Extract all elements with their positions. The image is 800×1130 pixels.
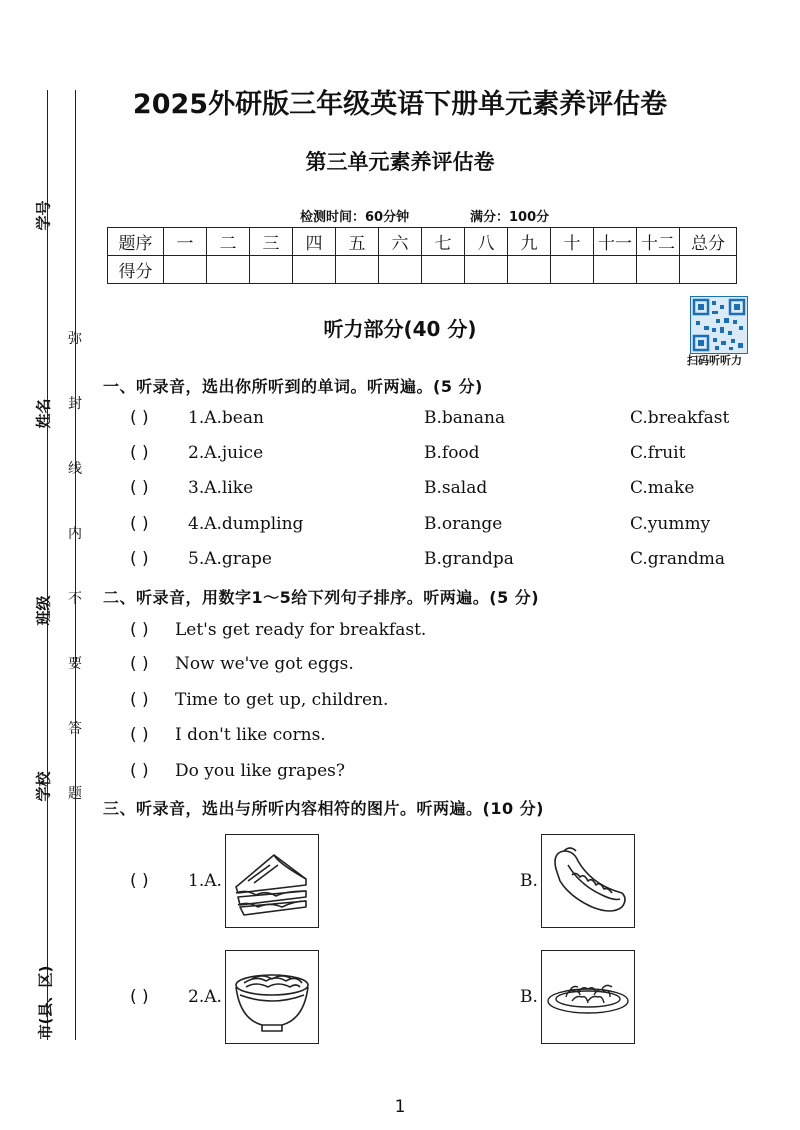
score-table-col: 十二	[637, 228, 680, 256]
option-a-label: 1.A.	[188, 871, 222, 891]
answer-blank[interactable]: ( )	[130, 549, 149, 569]
option-c: C.breakfast	[630, 408, 730, 428]
sentence-text: Do you like grapes?	[175, 761, 346, 781]
option-a: 5.A.grape	[188, 549, 272, 569]
seal-char: 答	[68, 721, 82, 737]
option-a: 4.A.dumpling	[188, 514, 304, 534]
dumplings-icon	[542, 951, 634, 1043]
option-b: B.food	[424, 443, 480, 463]
score-table-col: 四	[293, 228, 336, 256]
option-a: 1.A.bean	[188, 408, 264, 428]
side-label-city: 市(县、区)	[36, 965, 55, 1040]
answer-blank[interactable]: ( )	[130, 987, 149, 1007]
sentence-text: Time to get up, children.	[175, 690, 389, 710]
answer-blank[interactable]: ( )	[130, 620, 149, 640]
picture-option-b[interactable]	[541, 834, 635, 928]
option-c: C.make	[630, 478, 695, 498]
score-cell[interactable]	[637, 256, 680, 284]
seal-char: 要	[68, 656, 82, 672]
score-cell[interactable]	[336, 256, 379, 284]
answer-blank[interactable]: ( )	[130, 443, 149, 463]
seal-char: 封	[68, 396, 82, 412]
score-table-col: 三	[250, 228, 293, 256]
sandwich-icon	[226, 835, 318, 927]
section-1-title: 一、听录音，选出你所听到的单词。听两遍。(5 分)	[103, 377, 483, 396]
section-3-title: 三、听录音，选出与所听内容相符的图片。听两遍。(10 分)	[103, 799, 544, 818]
margin-line-inner	[75, 90, 76, 1040]
option-a-label: 2.A.	[188, 987, 222, 1007]
score-table-col: 九	[508, 228, 551, 256]
qr-code-icon[interactable]	[690, 296, 748, 354]
qr-caption: 扫码听听力	[687, 354, 742, 367]
option-b: B.salad	[424, 478, 488, 498]
picture-option-a[interactable]	[225, 950, 319, 1044]
score-table-col: 总分	[680, 228, 737, 256]
option-a: 2.A.juice	[188, 443, 264, 463]
seal-char: 题	[68, 786, 82, 802]
side-label-school: 学校	[34, 771, 53, 802]
seal-char: 线	[68, 461, 82, 477]
score-table-col: 七	[422, 228, 465, 256]
sentence-text: Let's get ready for breakfast.	[175, 620, 427, 640]
score-table	[107, 227, 737, 284]
side-label-class: 班级	[34, 595, 53, 626]
option-b-label: B.	[520, 987, 538, 1007]
side-label-student-id: 学号	[34, 200, 53, 231]
picture-option-a[interactable]	[225, 834, 319, 928]
seal-char: 不	[68, 591, 82, 607]
option-b-label: B.	[520, 871, 538, 891]
option-c: C.fruit	[630, 443, 686, 463]
seal-char: 弥	[68, 331, 82, 347]
score-table-col: 六	[379, 228, 422, 256]
score-cell[interactable]	[164, 256, 207, 284]
noodles-icon	[226, 951, 318, 1043]
side-label-name: 姓名	[34, 398, 53, 429]
answer-blank[interactable]: ( )	[130, 654, 149, 674]
exam-full-score: 满分：100分	[470, 210, 550, 225]
score-table-col: 十	[551, 228, 594, 256]
option-c: C.yummy	[630, 514, 711, 534]
score-cell[interactable]	[508, 256, 551, 284]
sentence-text: Now we've got eggs.	[175, 654, 354, 674]
score-table-col: 一	[164, 228, 207, 256]
page-number: 1	[394, 1097, 406, 1117]
score-table-col: 十一	[594, 228, 637, 256]
option-c: C.grandma	[630, 549, 726, 569]
hotdog-icon	[542, 835, 634, 927]
seal-char: 内	[68, 526, 82, 542]
exam-time: 检测时间：60分钟	[300, 210, 410, 225]
score-cell[interactable]	[379, 256, 422, 284]
page-subtitle: 第三单元素养评估卷	[305, 150, 495, 174]
score-cell[interactable]	[293, 256, 336, 284]
score-table-col: 八	[465, 228, 508, 256]
score-table-col: 二	[207, 228, 250, 256]
listening-heading: 听力部分(40 分)	[323, 317, 477, 341]
score-table-header-label: 题序	[108, 228, 164, 256]
score-cell[interactable]	[207, 256, 250, 284]
picture-option-b[interactable]	[541, 950, 635, 1044]
option-b: B.grandpa	[424, 549, 514, 569]
page-title: 2025外研版三年级英语下册单元素养评估卷	[132, 89, 668, 120]
answer-blank[interactable]: ( )	[130, 871, 149, 891]
margin-line-outer	[47, 90, 48, 1040]
option-a: 3.A.like	[188, 478, 254, 498]
answer-blank[interactable]: ( )	[130, 761, 149, 781]
answer-blank[interactable]: ( )	[130, 478, 149, 498]
score-cell[interactable]	[594, 256, 637, 284]
answer-blank[interactable]: ( )	[130, 690, 149, 710]
score-table-col: 五	[336, 228, 379, 256]
score-table-score-label: 得分	[108, 256, 164, 284]
score-cell[interactable]	[680, 256, 737, 284]
answer-blank[interactable]: ( )	[130, 514, 149, 534]
score-cell[interactable]	[551, 256, 594, 284]
score-cell[interactable]	[465, 256, 508, 284]
answer-blank[interactable]: ( )	[130, 725, 149, 745]
answer-blank[interactable]: ( )	[130, 408, 149, 428]
sentence-text: I don't like corns.	[175, 725, 326, 745]
section-2-title: 二、听录音，用数字1～5给下列句子排序。听两遍。(5 分)	[103, 588, 540, 607]
score-table-header-row	[108, 228, 737, 256]
score-table-score-row	[108, 256, 737, 284]
score-cell[interactable]	[422, 256, 465, 284]
option-b: B.orange	[424, 514, 503, 534]
score-cell[interactable]	[250, 256, 293, 284]
option-b: B.banana	[424, 408, 506, 428]
